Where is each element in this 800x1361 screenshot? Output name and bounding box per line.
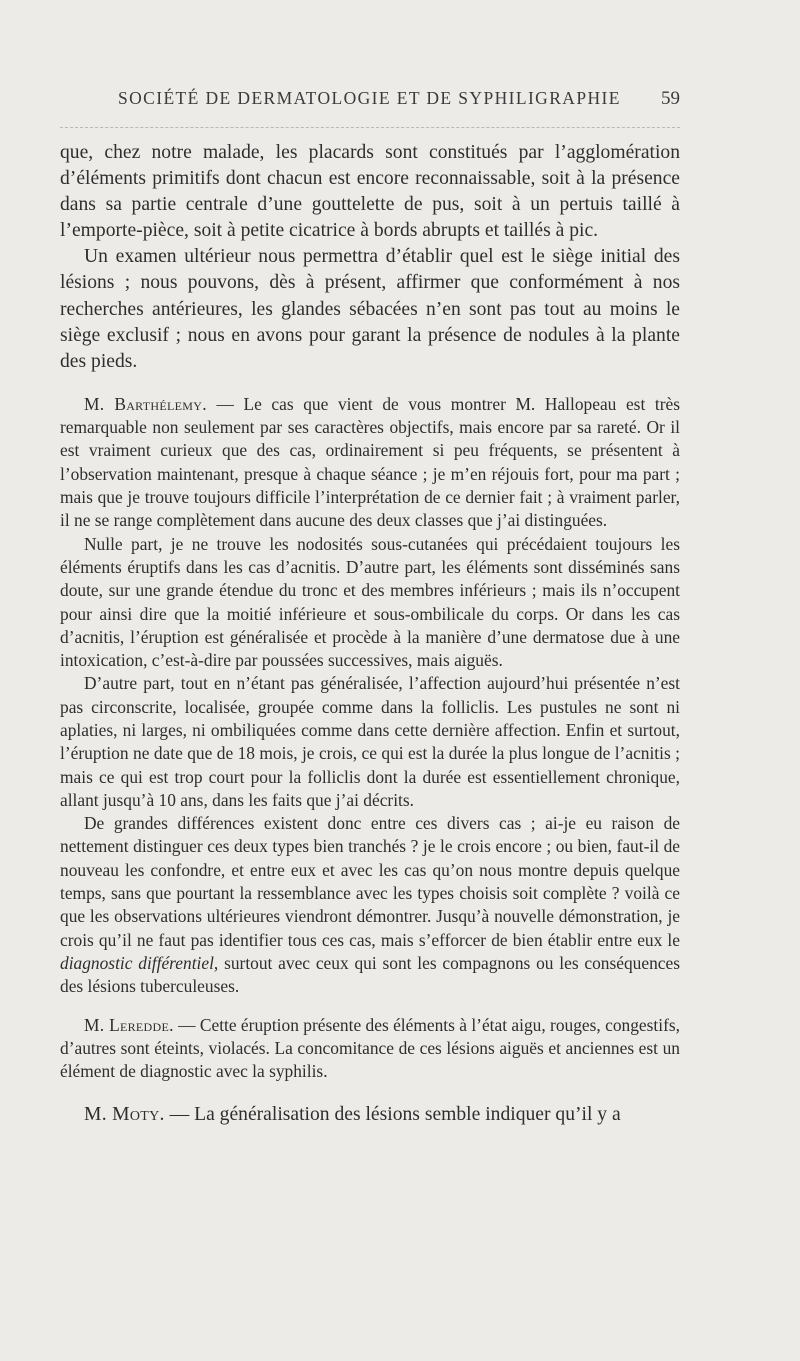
paragraph-moty (60, 1102, 680, 1128)
paragraph-text: — Le cas que vient de vous montrer M. Hallopeau est très remarquable non seulement par ses caractères objectifs, mais encore par sa rareté. Or il est vraiment curieux que des cas, ordinairement si peu fréquents, se présentent à l’observation maintenant, presque à chaque séance ; je m’en réjouis fort, pour ma part ; mais que je trouve toujours difficile l’interprétation de ce dernier fait ; à vraiment parler, il ne se range complètement dans aucune des deux classes que j’ai distinguées. (60, 393, 681, 531)
hallopeau-remarks (60, 140, 680, 375)
paragraph-1: que, chez notre malade, les placards sont constitués par l’agglomération d’éléments primitifs dont chacun est encore reconnaissable, soit à la présence dans sa partie centrale d’une gouttelette de pus, soit à un pertuis taillé à l’emporte-pièce, soit à petite cicatrice à bords abrupts et taillés à pic. (60, 142, 680, 242)
paragraph-text: De grandes différences existent donc entre ces divers cas ; ai-je eu raison de nettement distinguer ces deux types bien tranchés ? je le crois encore ; ou bien, faut-il de nouveau les confondre, et entre eux et avec les cas qu’on nous montre depuis quelque temps, sans que pourtant la ressemblance avec les types choisis soit complète ? voilà ce que les observations ultérieures viendront démontrer. Jusqu’à nouvelle démonstration, je crois qu’il ne faut pas identifier tous ces cas, mais s’efforcer de bien établir entre eux le (60, 813, 680, 950)
paragraph-4: Nulle part, je ne trouve les nodosités sous-cutanées qui précédaient toujours les éléments éruptifs dans les cas d’acnitis. D’autre part, les éléments sont disséminés sans doute, sur une grande étendue du tronc et des membres inférieurs ; mais ils n’occupent pour ainsi dire que la moitié inférieure et sous-ombilicale du corps. Or dans les cas d’acnitis, l’éruption est généralisée et procède à la manière d’une dermatose due à une intoxication, c’est-à-dire par poussées successives, mais aiguës. (60, 533, 680, 671)
header-title: SOCIÉTÉ DE DERMATOLOGIE ET DE SYPHILIGRAPHIE (118, 88, 621, 108)
moty-remarks (60, 1102, 680, 1128)
paragraph-leredde (60, 1014, 680, 1084)
speaker-name: M. Leredde. (84, 1014, 174, 1035)
paragraph-text: — Cette éruption présente des éléments à l’état aigu, rouges, congestifs, d’autres sont éteints, violacés. La concomitance de ces lésions aiguës et anciennes est un élément de diagnostic avec la syphilis. (60, 1014, 680, 1082)
paragraph-6 (60, 812, 680, 998)
header-rule (60, 127, 680, 128)
page-number: 59 (661, 88, 680, 109)
discussion (60, 393, 680, 1084)
paragraph-2: Un examen ultérieur nous permettra d’établir quel est le siège initial des lésions ; nous pouvons, dès à présent, affirmer que conformément à nos recherches antérieures, les glandes sébacées n’en sont pas tout au moins le siège exclusif ; nous en avons pour garant la présence de nodules à la plante des pieds. (60, 246, 680, 372)
speaker-name: M. Moty. (84, 1104, 165, 1126)
paragraph-text: — La généralisation des lésions semble indiquer qu’il y a (164, 1104, 621, 1126)
page-body (60, 140, 680, 1129)
speaker-name: M. Barthélemy. (84, 393, 207, 414)
running-header (118, 88, 680, 110)
italic-term: diagnostic différentiel (60, 952, 214, 973)
paragraph-text: , surtout avec ceux qui sont les compagnons ou les conséquences des lésions tuberculeuses. (60, 952, 681, 997)
paragraph-5: D’autre part, tout en n’étant pas généralisée, l’affection aujourd’hui présentée n’est pas circonscrite, localisée, groupée comme dans la folliclis. Les pustules ne sont ni aplaties, ni larges, ni ombiliquées comme dans cette dernière affection. Enfin et surtout, l’éruption ne date que de 18 mois, je crois, ce qui est la durée la plus longue de l’acnitis ; mais ce qui est trop court pour la folliclis dont la durée est essentiellement chronique, allant jusqu’à 10 ans, dans les faits que j’ai décrits. (60, 673, 680, 810)
paragraph-barthelemy (60, 393, 680, 533)
